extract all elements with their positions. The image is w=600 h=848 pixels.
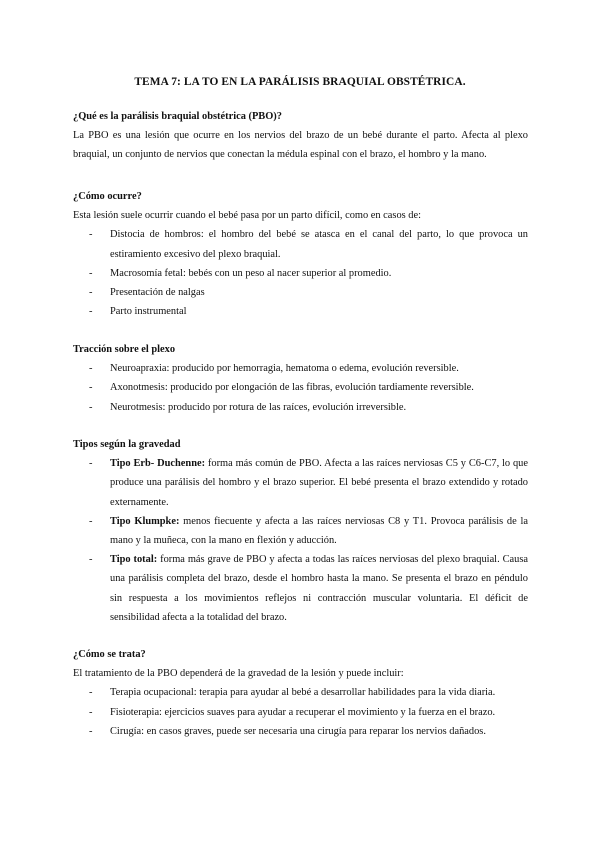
list-item: - Tipo Erb- Duchenne: forma más común de PBO. Afecta a las raíces nerviosas C5 y C6-C7, lo que produce una parálisis del hombro y el brazo superior. El bebé presenta el brazo extendido y rotado externamente. (73, 454, 528, 512)
bullet-dash-icon: - (89, 306, 93, 318)
cause-list (73, 225, 528, 321)
bullet-dash-icon: - (89, 725, 93, 737)
list-item: - Cirugía: en casos graves, puede ser necesaria una cirugía para reparar los nervios dañados. (73, 722, 528, 741)
bullet-dash-icon: - (89, 382, 93, 394)
section-treatment (73, 645, 528, 741)
list-item: - Distocia de hombros: el hombro del bebé se atasca en el canal del parto, lo que provoca un estiramiento excesivo del plexo braquial. (73, 225, 528, 263)
list-item: - Neurotmesis: producido por rotura de las raíces, evolución irreversible. (73, 398, 528, 417)
list-item: - Macrosomía fetal: bebés con un peso al nacer superior al promedio. (73, 264, 528, 283)
list-item: - Tipo Klumpke: menos fiecuente y afecta a las raíces nerviosas C8 y T1. Provoca parálisis de la mano y la muñeca, con la mano en flexión y aducción. (73, 512, 528, 550)
list-item: - Terapia ocupacional: terapia para ayudar al bebé a desarrollar habilidades para la vida diaria. (73, 683, 528, 702)
traction-list (73, 359, 528, 417)
bullet-dash-icon: - (89, 363, 93, 375)
section-paragraph: El tratamiento de la PBO dependerá de la gravedad de la lesión y puede incluir: (73, 668, 404, 680)
page-title: TEMA 7: LA TO EN LA PARÁLISIS BRAQUIAL OBSTÉTRICA. (134, 76, 466, 88)
section-heading: ¿Qué es la parálisis braquial obstétrica (PBO)? (73, 111, 282, 122)
list-item: - Axonotmesis: producido por elongación de las fibras, evolución tardiamente reversible. (73, 378, 528, 397)
bullet-dash-icon: - (89, 229, 93, 241)
types-list (73, 454, 528, 627)
bullet-dash-icon: - (89, 515, 93, 527)
section-traction (73, 340, 528, 417)
type-term: Tipo Klumpke: (110, 515, 180, 527)
section-heading: ¿Cómo ocurre? (73, 191, 142, 202)
list-item: - Parto instrumental (73, 302, 528, 321)
bullet-dash-icon: - (89, 287, 93, 299)
section-paragraph: Esta lesión suele ocurrir cuando el bebé pasa por un parto difícil, como en casos de: (73, 210, 421, 222)
type-term: Tipo total: (110, 554, 158, 566)
bullet-dash-icon: - (89, 706, 93, 718)
section-heading: ¿Cómo se trata? (73, 649, 146, 660)
treatment-list (73, 683, 528, 741)
list-item: - Presentación de nalgas (73, 283, 528, 302)
bullet-dash-icon: - (89, 554, 93, 566)
bullet-dash-icon: - (89, 267, 93, 279)
bullet-dash-icon: - (89, 687, 93, 699)
bullet-dash-icon: - (89, 458, 93, 470)
list-item: - Fisioterapia: ejercicios suaves para ayudar a recuperar el movimiento y la fuerza en el brazo. (73, 703, 528, 722)
bullet-dash-icon: - (89, 401, 93, 413)
section-what-is-pbo (73, 107, 528, 165)
section-heading: Tracción sobre el plexo (73, 344, 176, 355)
list-item: - Tipo total: forma más grave de PBO y afecta a todas las raíces nerviosas del plexo braquial. Causa una parálisis completa del brazo, desde el hombro hasta la mano. Se presenta el brazo en péndulo sin respuesta a los movimientos reflejos ni contracción muscular voluntaria. El déficit de sensibilidad afecta a la totalidad del brazo. (73, 550, 528, 627)
list-item: - Neuroapraxia: producido por hemorragia, hematoma o edema, evolución reversible. (73, 359, 528, 378)
section-types (73, 435, 528, 627)
section-how-it-occurs (73, 187, 528, 321)
section-heading: Tipos según la gravedad (73, 439, 181, 450)
type-term: Tipo Erb- Duchenne: (110, 458, 206, 470)
section-paragraph: La PBO es una lesión que ocurre en los nervios del brazo de un bebé durante el parto. Afecta al plexo braquial, un conjunto de nervios que conectan la médula espinal con el brazo, el hombro y la mano. (73, 130, 528, 161)
